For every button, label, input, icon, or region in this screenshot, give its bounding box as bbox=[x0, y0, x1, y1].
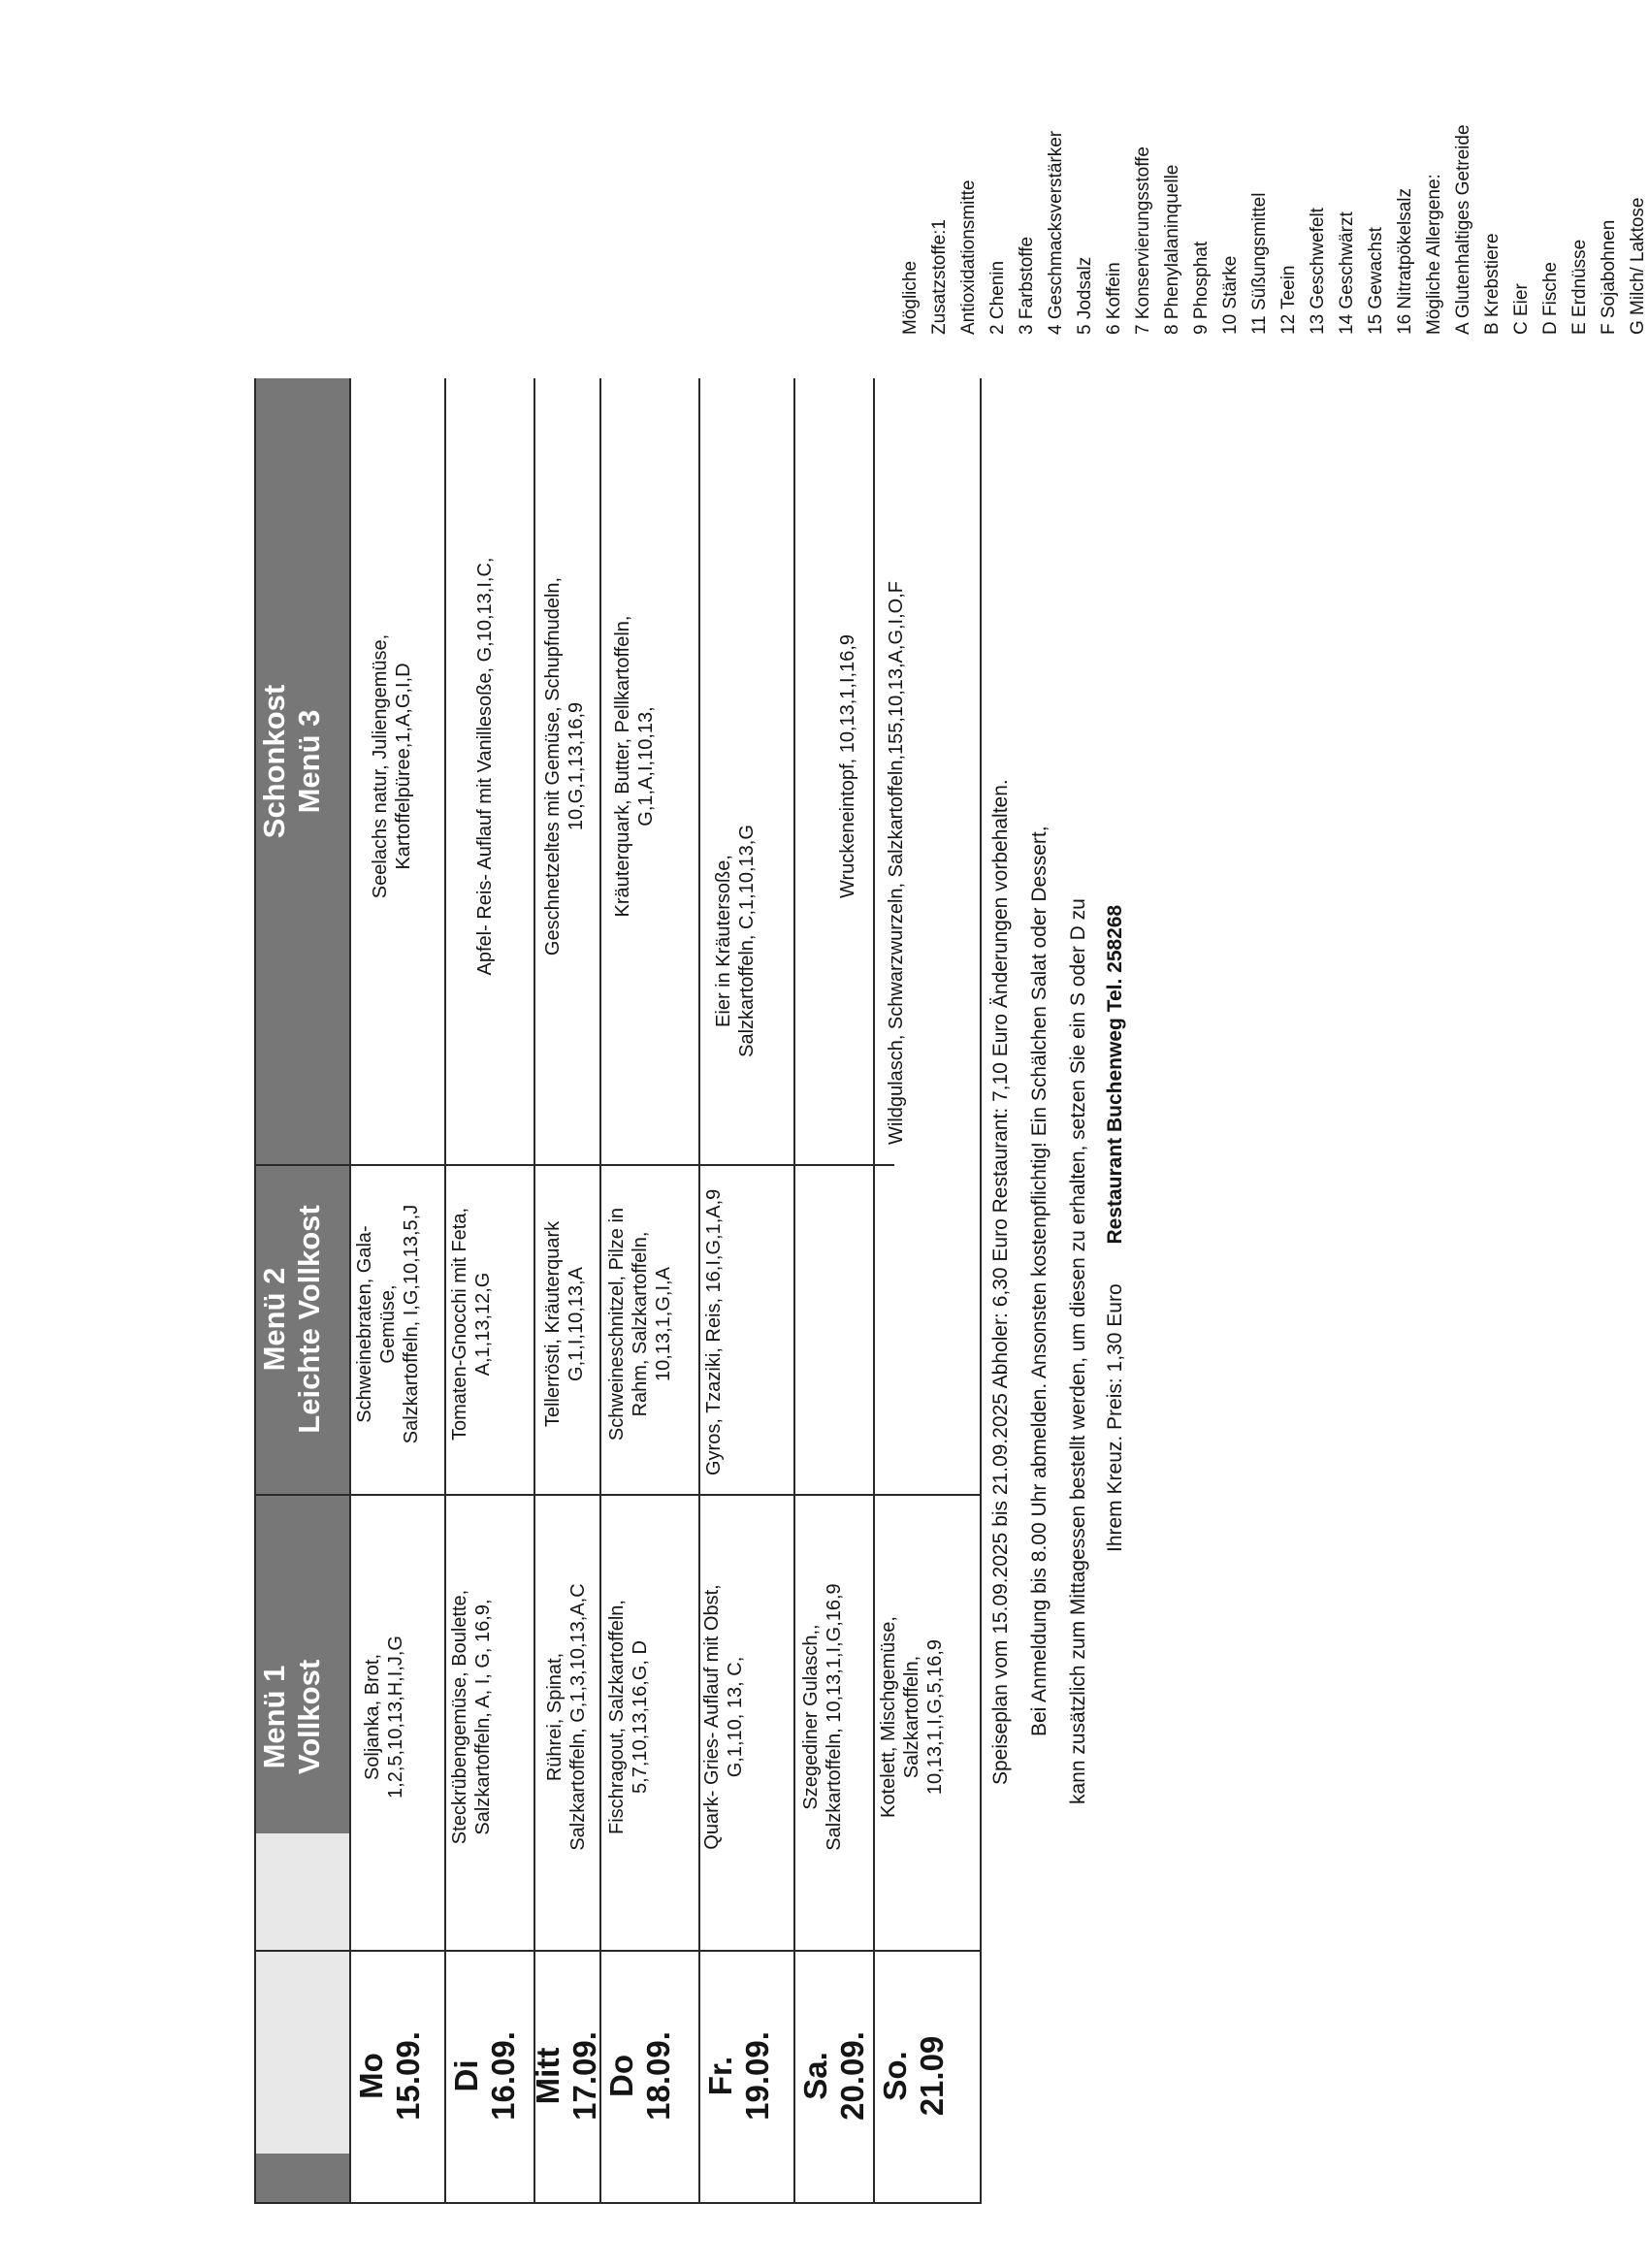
header-menu3-title: Schonkost bbox=[257, 684, 291, 839]
menu3-cell-fr: Eier in Kräutersoße, Salzkartoffeln, C,1,10,13,G bbox=[713, 825, 758, 1057]
menu3-cell-mo: Seelachs natur, Juliengemüse, Kartoffelpüree,1,A,G,I,D bbox=[370, 633, 414, 899]
menu1-cell-do: Fischragout, Salzkartoffeln, 5,7,10,13,16,G, D bbox=[606, 1600, 651, 1834]
menu1-cell-fr: Quark- Gries- Auflauf mit Obst, G,1,10, 13, C, bbox=[701, 1584, 746, 1850]
menu3-cell-so: Wildgulasch, Schwarzwurzeln, Salzkartoffeln,155,10,13,A,G,I,O,F bbox=[886, 580, 907, 1145]
menu1-cell-sa: Szegediner Gulasch,, Salzkartoffeln, 10,13,1,I,G,16,9 bbox=[800, 1583, 845, 1851]
day-label-do: Do 18.09. bbox=[603, 2031, 676, 2121]
menu3-cell-sa: Wruckeneintopf, 10,13,1,I,16,9 bbox=[837, 633, 858, 899]
menu2-cell-di: Tomaten-Gnocchi mit Feta, A,1,13,12,G bbox=[449, 1207, 494, 1442]
menu3-cell-mitt: Geschnetzeltes mit Gemüse, Schupfnudeln, 10,G,1,13,16,9 bbox=[542, 576, 587, 956]
header-menu3 bbox=[257, 378, 327, 1145]
legend-col-1c: Antioxidationsmitte bbox=[958, 179, 979, 335]
menu2-cell-mitt: Tellerrösti, Kräuterquark G,1,I,10,13,A bbox=[542, 1220, 587, 1428]
menu1-cell-mitt: Rührei, Spinat, Salzkartoffeln, G,1,3,10,13,A,C bbox=[544, 1583, 589, 1851]
footer-restaurant-contact: Restaurant Buchenweg Tel. 258268 bbox=[1104, 904, 1126, 1245]
header-menu2 bbox=[257, 1159, 327, 1479]
menu3-cell-do: Kräuterquark, Butter, Pellkartoffeln, G,1,A,I,10,13, bbox=[612, 615, 657, 918]
header-menu2-title: Menü 2 bbox=[257, 1267, 291, 1372]
menu3-cell-di: Apfel- Reis- Auflauf mit Vanillesoße, G,10,13,I,C, bbox=[474, 557, 496, 976]
day-label-so: So. 21.09 bbox=[877, 2035, 950, 2117]
menu2-cell-do: Schweineschnitzel, Pilze in Rahm, Salzkartoffeln, 10,13,1,G,I,A bbox=[606, 1207, 674, 1442]
menu2-cell-fr: Gyros, Tzaziki, Reis, 16,I,G,1,A,9 bbox=[703, 1188, 725, 1475]
day-label-fr: Fr. 19.09. bbox=[702, 2031, 775, 2121]
footer-line-2: Bei Anmeldung bis 8.00 Uhr abmelden. Ansonsten kostenpflichtig! Ein Schälchen Salat oder Dessert, bbox=[1028, 826, 1051, 1736]
footer-price-note: Ihrem Kreuz. Preis: 1,30 Euro bbox=[1104, 1283, 1126, 1552]
header-menu3-subtitle: Menü 3 bbox=[292, 709, 326, 814]
footer-line-3: kann zusätzlich zum Mittagessen bestellt werden, um diesen zu erhalten, setzen Sie ein S oder D zu bbox=[1067, 898, 1089, 1804]
day-label-di: Di 16.09. bbox=[448, 2031, 521, 2121]
footer-line-4 bbox=[1104, 905, 1127, 1552]
header-menu2-subtitle: Leichte Vollkost bbox=[292, 1205, 326, 1434]
day-label-mo: Mo 15.09. bbox=[353, 2031, 426, 2121]
legend-col-1: Mögliche bbox=[900, 260, 921, 335]
day-label-mitt: Mitt 17.09. bbox=[530, 2031, 602, 2121]
header-menu1-subtitle: Vollkost bbox=[292, 1659, 326, 1775]
menu1-cell-so: Kotelett, Mischgemüse, Salzkartoffeln, 10,13,1,I,G,5,16,9 bbox=[878, 1616, 946, 1818]
day-label-sa: Sa. 20.09. bbox=[797, 2031, 870, 2121]
header-menu1-title: Menü 1 bbox=[257, 1665, 291, 1769]
footer-line-1: Speiseplan vom 15.09.2025 bis 21.09.2025 Abholer: 6,30 Euro Restaurant: 7,10 Euro Änderungen vorbehalten. bbox=[989, 779, 1012, 1785]
header-menu1 bbox=[257, 1494, 327, 1940]
menu2-cell-mo: Schweinebraten, Gala- Gemüse, Salzkartoffeln, I,G,10,13,5,J bbox=[354, 1204, 422, 1444]
menu1-cell-di: Steckrübengemüse, Boulette, Salzkartoffeln, A, I, G, 16,9, bbox=[449, 1589, 494, 1845]
legend-col-1b: Zusatzstoffe:1 bbox=[929, 219, 950, 335]
menu1-cell-mo: Soljanka, Brot, 1,2,5,10,13,H,I,J,G bbox=[362, 1636, 406, 1798]
